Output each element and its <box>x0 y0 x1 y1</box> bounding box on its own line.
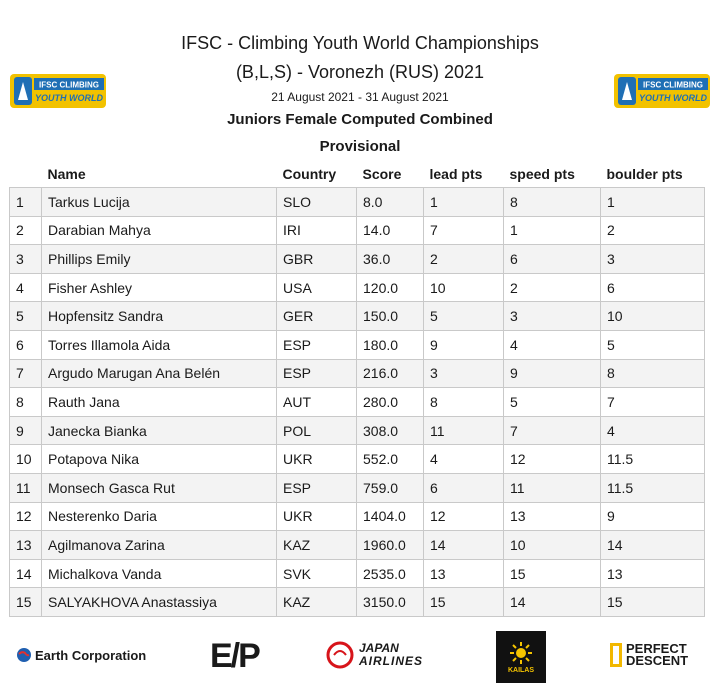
jal-line1: JAPAN <box>359 641 399 655</box>
cell-name: Agilmanova Zarina <box>42 531 277 560</box>
kailas-text: KAILAS <box>507 666 535 674</box>
cell-rank: 13 <box>10 531 42 560</box>
perfect-descent-mark-icon <box>610 643 622 667</box>
cell-lead-pts: 12 <box>424 502 504 531</box>
table-row <box>10 188 705 217</box>
cell-country: ESP <box>277 473 357 502</box>
results-body <box>10 188 705 617</box>
cell-speed-pts: 15 <box>504 559 601 588</box>
cell-name: Phillips Emily <box>42 245 277 274</box>
cell-country: AUT <box>277 388 357 417</box>
cell-speed-pts: 4 <box>504 330 601 359</box>
cell-score: 36.0 <box>357 245 424 274</box>
cell-name: Monsech Gasca Rut <box>42 473 277 502</box>
cell-lead-pts: 11 <box>424 416 504 445</box>
cell-lead-pts: 15 <box>424 588 504 617</box>
cell-boulder-pts: 4 <box>601 416 705 445</box>
perfect-line2: DESCENT <box>626 653 689 668</box>
earth-corporation-text: Earth Corporation <box>35 647 147 663</box>
logo-line2: YOUTH WORLD <box>639 93 707 103</box>
cell-rank: 5 <box>10 302 42 331</box>
table-row <box>10 445 705 474</box>
cell-speed-pts: 1 <box>504 216 601 245</box>
jal-line2: AIRLINES <box>359 654 424 668</box>
table-row <box>10 473 705 502</box>
table-row <box>10 531 705 560</box>
event-location: (B,L,S) - Voronezh (RUS) 2021 <box>235 62 485 82</box>
cell-boulder-pts: 2 <box>601 216 705 245</box>
cell-rank: 8 <box>10 388 42 417</box>
cell-rank: 11 <box>10 473 42 502</box>
cell-speed-pts: 13 <box>504 502 601 531</box>
cell-lead-pts: 13 <box>424 559 504 588</box>
cell-boulder-pts: 11.5 <box>601 473 705 502</box>
cell-speed-pts: 12 <box>504 445 601 474</box>
cell-lead-pts: 7 <box>424 216 504 245</box>
event-dates: 21 August 2021 - 31 August 2021 <box>271 90 449 104</box>
kailas-sun-icon <box>509 641 533 665</box>
table-row <box>10 245 705 274</box>
cell-speed-pts: 8 <box>504 188 601 217</box>
cell-score: 3150.0 <box>357 588 424 617</box>
cell-name: Potapova Nika <box>42 445 277 474</box>
cell-name: Fisher Ashley <box>42 273 277 302</box>
cell-boulder-pts: 3 <box>601 245 705 274</box>
perfect-descent-logo <box>610 643 688 667</box>
cell-lead-pts: 4 <box>424 445 504 474</box>
col-speed-pts: speed pts <box>509 165 575 182</box>
table-row <box>10 559 705 588</box>
cell-name: Rauth Jana <box>42 388 277 417</box>
cell-name: Argudo Marugan Ana Belén <box>42 359 277 388</box>
cell-speed-pts: 14 <box>504 588 601 617</box>
cell-score: 308.0 <box>357 416 424 445</box>
cell-speed-pts: 7 <box>504 416 601 445</box>
category-title: Juniors Female Computed Combined <box>227 111 493 128</box>
cell-boulder-pts: 10 <box>601 302 705 331</box>
cell-lead-pts: 6 <box>424 473 504 502</box>
cell-lead-pts: 2 <box>424 245 504 274</box>
col-score: Score <box>362 165 402 182</box>
cell-score: 8.0 <box>357 188 424 217</box>
sponsor-bar <box>0 625 720 690</box>
cell-score: 180.0 <box>357 330 424 359</box>
cell-score: 1960.0 <box>357 531 424 560</box>
cell-country: ESP <box>277 359 357 388</box>
cell-lead-pts: 5 <box>424 302 504 331</box>
cell-rank: 1 <box>10 188 42 217</box>
table-row <box>10 273 705 302</box>
jal-crane-icon <box>326 641 354 669</box>
cell-speed-pts: 3 <box>504 302 601 331</box>
cell-speed-pts: 2 <box>504 273 601 302</box>
kailas-logo <box>496 631 546 683</box>
cell-country: IRI <box>277 216 357 245</box>
logo-line1: IFSC CLIMBING <box>39 80 99 90</box>
cell-name: Hopfensitz Sandra <box>42 302 277 331</box>
table-row <box>10 416 705 445</box>
earth-icon <box>16 647 32 663</box>
ifsc-youth-logo-right <box>612 72 712 110</box>
cell-lead-pts: 10 <box>424 273 504 302</box>
cell-name: Nesterenko Daria <box>42 502 277 531</box>
cell-rank: 4 <box>10 273 42 302</box>
cell-name: SALYAKHOVA Anastassiya <box>42 588 277 617</box>
cell-country: USA <box>277 273 357 302</box>
cell-boulder-pts: 6 <box>601 273 705 302</box>
cell-country: ESP <box>277 330 357 359</box>
cell-score: 280.0 <box>357 388 424 417</box>
cell-rank: 2 <box>10 216 42 245</box>
cell-boulder-pts: 5 <box>601 330 705 359</box>
earth-corporation-logo <box>16 647 146 663</box>
cell-name: Tarkus Lucija <box>42 188 277 217</box>
cell-lead-pts: 9 <box>424 330 504 359</box>
cell-rank: 12 <box>10 502 42 531</box>
cell-rank: 3 <box>10 245 42 274</box>
cell-score: 14.0 <box>357 216 424 245</box>
cell-score: 216.0 <box>357 359 424 388</box>
cell-rank: 9 <box>10 416 42 445</box>
event-title: IFSC - Climbing Youth World Championships <box>181 33 539 53</box>
table-row <box>10 216 705 245</box>
cell-name: Michalkova Vanda <box>42 559 277 588</box>
table-row <box>10 502 705 531</box>
col-lead-pts: lead pts <box>429 165 483 182</box>
cell-rank: 15 <box>10 588 42 617</box>
cell-lead-pts: 8 <box>424 388 504 417</box>
perfect-line1: PERFECT <box>626 641 687 656</box>
logo-line1: IFSC CLIMBING <box>643 80 703 90</box>
cell-score: 552.0 <box>357 445 424 474</box>
cell-speed-pts: 10 <box>504 531 601 560</box>
table-header-row <box>10 160 705 188</box>
cell-lead-pts: 3 <box>424 359 504 388</box>
ep-text: E/P <box>210 637 259 675</box>
cell-country: UKR <box>277 445 357 474</box>
logo-line2: YOUTH WORLD <box>35 93 103 103</box>
cell-name: Torres Illamola Aida <box>42 330 277 359</box>
cell-country: POL <box>277 416 357 445</box>
cell-country: GER <box>277 302 357 331</box>
cell-boulder-pts: 15 <box>601 588 705 617</box>
results-table <box>9 160 705 617</box>
table-row <box>10 588 705 617</box>
cell-speed-pts: 6 <box>504 245 601 274</box>
cell-rank: 6 <box>10 330 42 359</box>
cell-speed-pts: 5 <box>504 388 601 417</box>
col-boulder-pts: boulder pts <box>606 165 683 182</box>
cell-boulder-pts: 8 <box>601 359 705 388</box>
table-row <box>10 359 705 388</box>
cell-boulder-pts: 9 <box>601 502 705 531</box>
cell-rank: 14 <box>10 559 42 588</box>
cell-country: GBR <box>277 245 357 274</box>
cell-speed-pts: 9 <box>504 359 601 388</box>
cell-speed-pts: 11 <box>504 473 601 502</box>
ep-logo <box>210 637 259 676</box>
cell-boulder-pts: 13 <box>601 559 705 588</box>
table-row <box>10 330 705 359</box>
japan-airlines-logo <box>326 641 423 669</box>
cell-score: 1404.0 <box>357 502 424 531</box>
cell-boulder-pts: 1 <box>601 188 705 217</box>
col-name: Name <box>47 165 86 182</box>
col-rank <box>10 160 42 188</box>
cell-name: Janecka Bianka <box>42 416 277 445</box>
cell-name: Darabian Mahya <box>42 216 277 245</box>
table-row <box>10 302 705 331</box>
ifsc-youth-logo-left <box>8 72 108 110</box>
cell-lead-pts: 14 <box>424 531 504 560</box>
cell-country: KAZ <box>277 588 357 617</box>
results-status: Provisional <box>319 138 401 155</box>
cell-country: SVK <box>277 559 357 588</box>
table-row <box>10 388 705 417</box>
cell-boulder-pts: 7 <box>601 388 705 417</box>
cell-rank: 7 <box>10 359 42 388</box>
cell-country: UKR <box>277 502 357 531</box>
cell-country: KAZ <box>277 531 357 560</box>
cell-score: 150.0 <box>357 302 424 331</box>
cell-score: 120.0 <box>357 273 424 302</box>
cell-lead-pts: 1 <box>424 188 504 217</box>
col-country: Country <box>282 165 337 182</box>
cell-boulder-pts: 14 <box>601 531 705 560</box>
cell-score: 2535.0 <box>357 559 424 588</box>
cell-country: SLO <box>277 188 357 217</box>
cell-rank: 10 <box>10 445 42 474</box>
cell-score: 759.0 <box>357 473 424 502</box>
cell-boulder-pts: 11.5 <box>601 445 705 474</box>
